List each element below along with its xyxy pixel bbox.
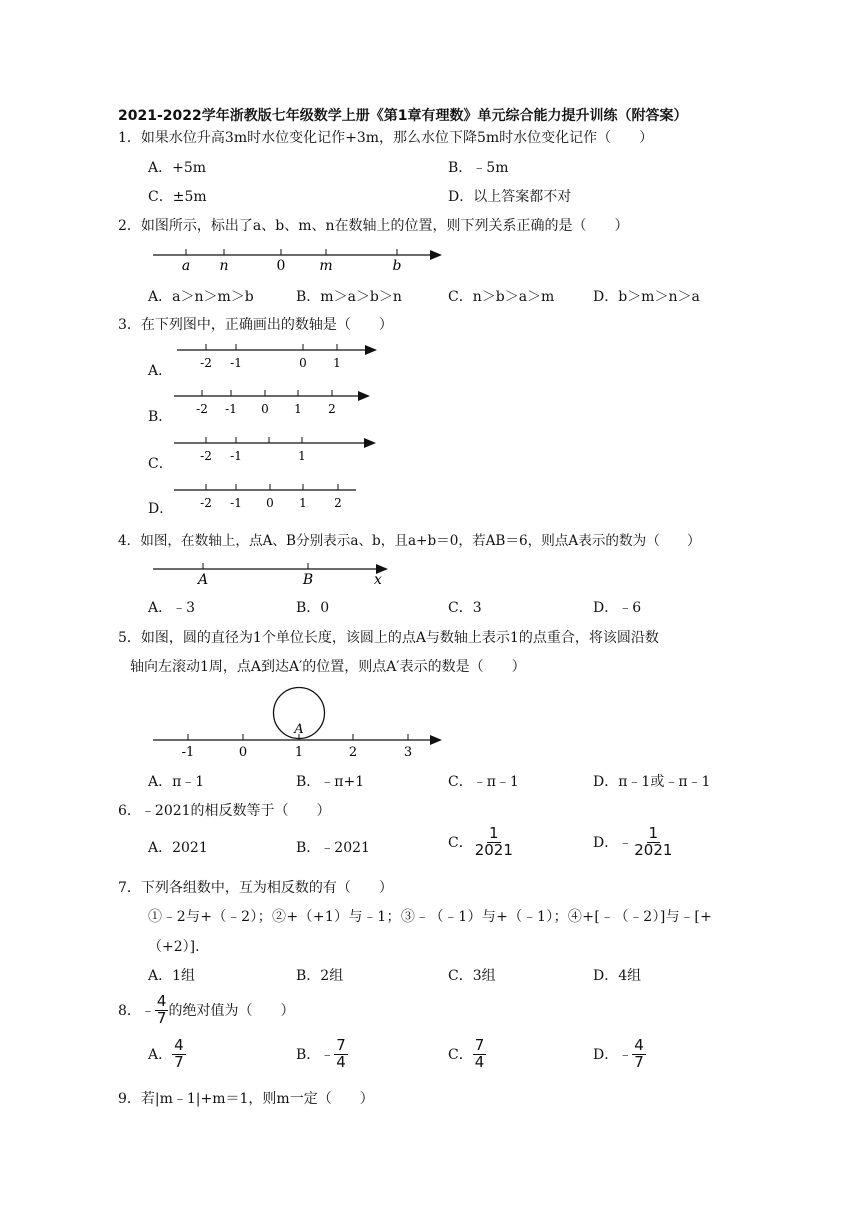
q3-figure-d (172, 482, 372, 512)
q5-option-c: C．﹣π﹣1 (448, 774, 519, 790)
q4-number-line-figure (150, 558, 400, 588)
q6-option-c-prefix: C． (448, 835, 473, 852)
q3-option-a: A． (148, 363, 173, 379)
q3-figure-c (172, 435, 382, 465)
q7-option-b: B．2组 (296, 968, 344, 984)
fraction-denominator: 7 (634, 1052, 644, 1071)
fraction-numerator: 7 (474, 1036, 485, 1054)
q8-option-c-fraction (473, 1038, 487, 1071)
q3b-label: 1 (294, 402, 302, 416)
q2-option-a: A．a＞n＞m＞b (148, 289, 254, 305)
q6-option-d-prefix: D．﹣ (593, 835, 633, 852)
q5-circle-number-line-figure (150, 685, 450, 760)
fraction-denominator: 4 (474, 1052, 485, 1071)
fraction-numerator: 1 (648, 824, 659, 842)
q8-option-d (593, 1038, 646, 1071)
q6-stem: 6．﹣2021的相反数等于（ ） (118, 803, 331, 819)
q5-point-A-label: A (294, 722, 304, 737)
q8-option-c-prefix: C． (448, 1047, 473, 1064)
q8-stem (118, 994, 294, 1027)
fraction-denominator: 7 (156, 1008, 167, 1027)
q8-stem-suffix: 的绝对值为（ ） (168, 1003, 295, 1020)
q3-stem: 3．在下列图中，正确画出的数轴是（ ） (118, 317, 393, 333)
q3b-label: -1 (225, 402, 237, 416)
q2-stem: 2．如图所示，标出了a、b、m、n在数轴上的位置，则下列关系正确的是（ ） (118, 218, 629, 234)
q3c-label: -2 (200, 449, 212, 463)
q1-option-a: A．+5m (148, 160, 207, 176)
q4-option-d: D．﹣6 (593, 600, 642, 616)
q8-option-d-prefix: D．﹣ (593, 1047, 633, 1064)
q5-axis-label: 3 (403, 745, 413, 760)
q4-option-c: C．3 (448, 600, 482, 616)
q6-option-a: A．2021 (148, 840, 208, 856)
q3a-label: -2 (200, 356, 212, 370)
q8-option-d-fraction (632, 1038, 646, 1071)
q4-option-b: B．0 (296, 600, 330, 616)
fraction-denominator: 2021 (474, 840, 513, 859)
q6-option-b: B．﹣2021 (296, 840, 370, 856)
q8-option-b-prefix: B．﹣ (296, 1047, 335, 1064)
q8-option-a-prefix: A． (148, 1047, 173, 1064)
q2-axis-label-0: 0 (276, 258, 286, 274)
q6-option-c (448, 826, 515, 859)
q1-option-d: D．以上答案都不对 (448, 189, 572, 205)
fraction-numerator: 4 (156, 992, 167, 1010)
q7-items-line2: （+2）]. (148, 939, 200, 955)
q5-stem-line1: 5．如图，圆的直径为1个单位长度，该圆上的点A与数轴上表示1的点重合，将该圆沿数 (118, 630, 659, 646)
q2-axis-label-a: a (181, 258, 191, 274)
q3b-label: 0 (261, 402, 269, 416)
q4-axis-label-B: B (302, 572, 314, 588)
q1-option-b: B．﹣5m (448, 160, 509, 176)
q2-axis-arrow (430, 250, 442, 260)
q5-axis-label: -1 (181, 745, 195, 760)
q2-option-b: B．m＞a＞b＞n (296, 289, 402, 305)
q3-option-b: B． (148, 409, 173, 425)
q9-stem: 9．若|m﹣1|+m＝1，则m一定（ ） (118, 1091, 374, 1107)
q8-option-a (148, 1038, 186, 1071)
q3d-label: -2 (200, 496, 212, 510)
q3c-label: -1 (230, 449, 242, 463)
q2-option-c: C．n＞b＞a＞m (448, 289, 555, 305)
q7-option-a: A．1组 (148, 968, 196, 984)
q2-number-line-figure (150, 244, 450, 274)
fraction-denominator: 7 (174, 1052, 184, 1071)
q8-stem-fraction (155, 994, 169, 1027)
q7-option-d: D．4组 (593, 968, 642, 984)
fraction-numerator: 1 (489, 824, 499, 842)
q5-axis-label: 2 (348, 745, 358, 760)
q6-option-c-fraction (473, 826, 515, 859)
q3-figure-a (175, 342, 385, 372)
q3a-label: 1 (333, 356, 341, 370)
q3d-label: -1 (230, 496, 242, 510)
q2-axis-label-n: n (219, 258, 229, 274)
q8-stem-prefix: 8．﹣ (118, 1003, 155, 1020)
q6-option-d (593, 826, 674, 859)
q3d-label: 2 (334, 496, 342, 510)
q7-stem: 7．下列各组数中，互为相反数的有（ ） (118, 880, 393, 896)
q3d-label: 0 (266, 496, 274, 510)
q1-stem: 1．如果水位升高3m时水位变化记作+3m，那么水位下降5m时水位变化记作（ ） (118, 130, 654, 146)
q5-option-a: A．π﹣1 (148, 774, 205, 790)
page-title: 2021-2022学年浙教版七年级数学上册《第1章有理数》单元综合能力提升训练（附答案） (118, 108, 688, 124)
q2-axis-label-m: m (319, 258, 333, 274)
q2-option-d: D．b＞m＞n＞a (593, 289, 700, 305)
q3a-label: 0 (299, 356, 307, 370)
fraction-numerator: 7 (336, 1036, 346, 1054)
q4-axis-label-A: A (197, 572, 209, 588)
q2-axis-label-b: b (392, 258, 402, 274)
q8-option-b-fraction (334, 1038, 348, 1071)
q4-stem: 4．如图，在数轴上，点A、B分别表示a、b，且a+b＝0，若AB＝6，则点A表示的数为（ ） (118, 533, 701, 549)
q7-items-line1: ①﹣2与+（﹣2）；②+（+1）与﹣1；③﹣（﹣1）与+（﹣1）；④+[﹣（﹣2）]与﹣[+ (148, 909, 713, 925)
q8-option-c (448, 1038, 486, 1071)
q5-stem-line2: 轴向左滚动1周，点A到达A′的位置，则点A′表示的数是（ ） (130, 659, 526, 675)
q4-option-a: A．﹣3 (148, 600, 196, 616)
q5-axis-label: 0 (238, 745, 248, 760)
fraction-numerator: 4 (634, 1036, 644, 1054)
q3-figure-b (172, 388, 382, 418)
q8-option-a-fraction (172, 1038, 186, 1071)
q1-option-c: C．±5m (148, 189, 207, 205)
q3d-label: 1 (299, 496, 307, 510)
q3b-label: 2 (328, 402, 336, 416)
q7-option-c: C．3组 (448, 968, 496, 984)
q3a-label: -1 (230, 356, 242, 370)
q5-option-b: B．﹣π+1 (296, 774, 365, 790)
q5-axis-label: 1 (294, 745, 304, 760)
q3-option-c: C． (148, 456, 173, 472)
fraction-numerator: 4 (174, 1036, 184, 1054)
fraction-denominator: 2021 (634, 840, 673, 859)
q3b-label: -2 (196, 402, 208, 416)
q8-option-b (296, 1038, 348, 1071)
q3c-label: 1 (298, 449, 306, 463)
q5-option-d: D．π﹣1或﹣π﹣1 (593, 774, 711, 790)
q4-axis-label-x: x (374, 572, 382, 588)
fraction-denominator: 4 (336, 1052, 346, 1071)
q3-option-d: D． (148, 501, 174, 517)
q6-option-d-fraction (632, 826, 674, 859)
